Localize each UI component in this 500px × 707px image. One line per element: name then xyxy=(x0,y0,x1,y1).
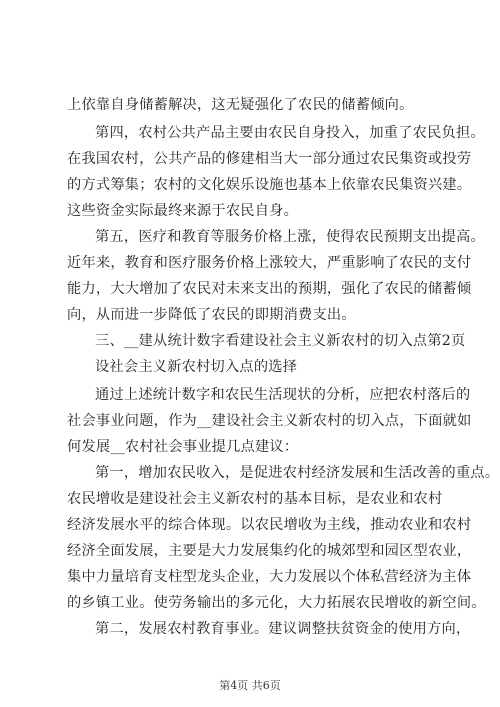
text-line: 第一，增加农民收入，是促进农村经济发展和生活改善的重点。 xyxy=(95,465,500,481)
page-footer: 第4页 共6页 xyxy=(219,679,281,692)
text-line: 的方式筹集；农村的文化娱乐设施也基本上依靠农民集资兴建。 xyxy=(67,177,472,193)
text-line: 在我国农村，公共产品的修建相当大一部分通过农民集资或投劳 xyxy=(67,151,472,167)
text-line: 第五，医疗和教育等服务价格上涨，使得农民预期支出提高。 xyxy=(95,229,485,245)
section-heading: 三、__建从统计数字看建设社会主义新农村的切入点第2页 xyxy=(95,333,466,349)
text-line: 这些资金实际最终来源于农民自身。 xyxy=(67,203,299,219)
text-line: 农民增收是建设社会主义新农村的基本目标，是农业和农村 xyxy=(67,491,443,507)
text-line: 社会事业问题，作为__建设社会主义新农村的切入点，下面就如 xyxy=(67,413,472,429)
text-line: 经济发展水平的综合体现。以农民增收为主线，推动农业和农村 xyxy=(67,517,472,533)
text-line: 近年来，教育和医疗服务价格上涨较大，严重影响了农民的支付 xyxy=(67,255,472,271)
text-line: 第二，发展农村教育事业。建议调整扶贫资金的使用方向， xyxy=(95,621,471,637)
text-line: 第四，农村公共产品主要由农民自身投入，加重了农民负担。 xyxy=(95,125,485,141)
text-line: 向，从而进一步降低了农民的即期消费支出。 xyxy=(67,307,356,323)
text-line: 集中力量培育支柱型龙头企业，大力发展以个体私营经济为主体 xyxy=(67,569,472,585)
text-line: 经济全面发展，主要是大力发展集约化的城郊型和园区型农业， xyxy=(67,543,472,559)
section-heading: 设社会主义新农村切入点的选择 xyxy=(95,359,298,375)
text-line: 的乡镇工业。使劳务输出的多元化，大力拓展农民增收的新空间。 xyxy=(67,595,486,611)
text-line: 上依靠自身储蓄解决，这无疑强化了农民的储蓄倾向。 xyxy=(67,97,414,113)
text-line: 通过上述统计数字和农民生活现状的分析，应把农村落后的 xyxy=(95,387,471,403)
text-line: 何发展__农村社会事业提几点建议： xyxy=(67,439,299,455)
text-line: 能力，大大增加了农民对未来支出的预期，强化了农民的储蓄倾 xyxy=(67,281,472,297)
